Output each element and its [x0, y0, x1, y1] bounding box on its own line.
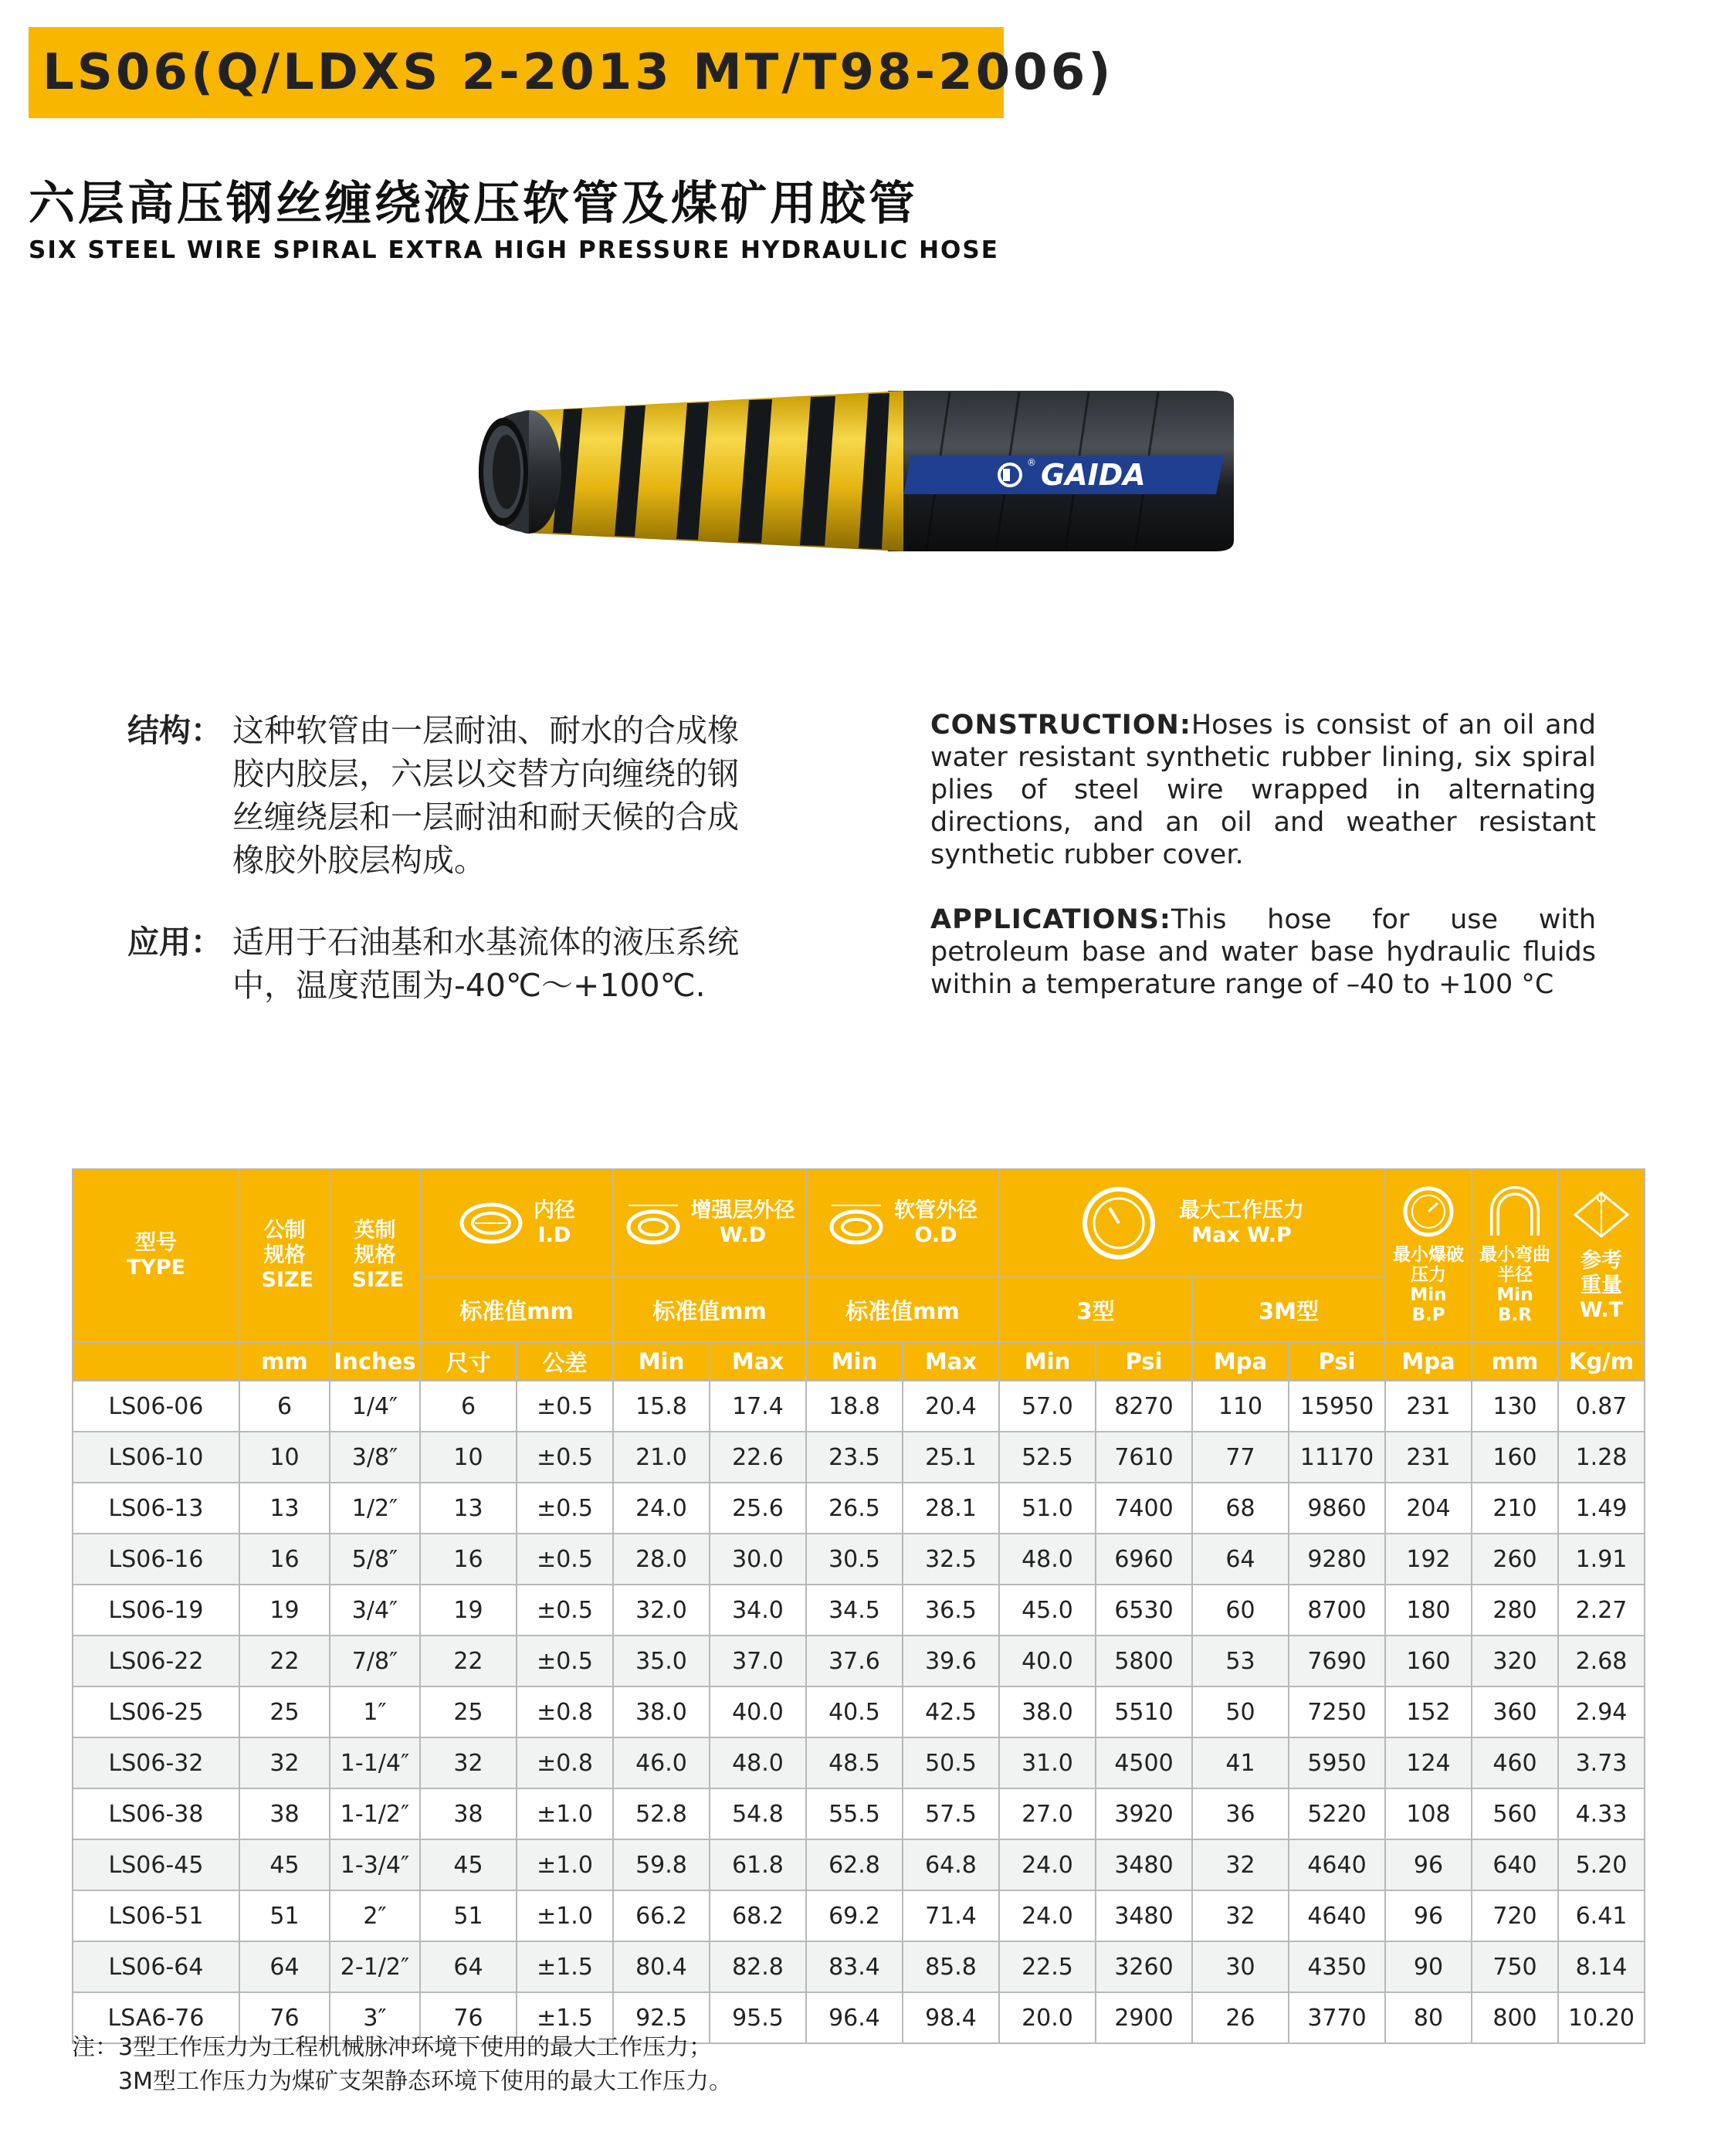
table-cell: 40.5: [806, 1686, 903, 1737]
table-cell: ±0.8: [517, 1737, 613, 1788]
table-cell: 38.0: [613, 1686, 710, 1737]
table-cell: LS06-25: [73, 1686, 239, 1737]
table-cell: 3260: [1096, 1941, 1192, 1992]
table-cell: 5220: [1289, 1788, 1385, 1839]
table-cell: 32: [420, 1737, 517, 1788]
table-cell: 1/2″: [330, 1483, 420, 1534]
application-cn-label: 应用：: [127, 924, 222, 961]
header-imperial-size: 英制规格 SIZE: [330, 1169, 420, 1342]
table-cell: 51: [239, 1890, 330, 1941]
table-cell: 231: [1385, 1381, 1472, 1432]
application-cn-line: 适用于石油基和水基流体的液压系统: [232, 924, 739, 961]
table-cell: 38: [420, 1788, 517, 1839]
table-cell: ±1.0: [517, 1890, 613, 1941]
table-cell: 640: [1472, 1839, 1558, 1890]
table-cell: 3920: [1096, 1788, 1192, 1839]
table-cell: 36.5: [903, 1585, 999, 1636]
application-cn: [127, 920, 807, 1007]
table-cell: 32: [1192, 1890, 1289, 1941]
table-cell: 231: [1385, 1432, 1472, 1483]
construction-en-text: Hoses is consist of an oil and water resistant synthetic rubber lining, six spiral plies of steel wire wrapped in alternating directions, and an oil and weather resistant synthetic rubber cover.: [930, 710, 1596, 870]
table-cell: 20.0: [999, 1992, 1096, 2043]
table-cell: 32.5: [903, 1534, 999, 1585]
table-cell: LS06-32: [73, 1737, 239, 1788]
table-cell: 2″: [330, 1890, 420, 1941]
table-cell: 4640: [1289, 1839, 1385, 1890]
table-row: [73, 1839, 1645, 1890]
table-cell: 85.8: [903, 1941, 999, 1992]
table-cell: 32: [1192, 1839, 1289, 1890]
table-cell: 7400: [1096, 1483, 1192, 1534]
table-cell: 19: [420, 1585, 517, 1636]
table-cell: 62.8: [806, 1839, 903, 1890]
table-cell: 50: [1192, 1686, 1289, 1737]
table-cell: 5510: [1096, 1686, 1192, 1737]
application-en: [930, 903, 1596, 1001]
table-row: [73, 1432, 1645, 1483]
table-cell: ±0.5: [517, 1585, 613, 1636]
header-bp: 最小爆破压力 Min B.P: [1385, 1169, 1472, 1342]
table-row: [73, 1483, 1645, 1534]
table-cell: 6: [420, 1381, 517, 1432]
table-cell: 38: [239, 1788, 330, 1839]
table-cell: 90: [1385, 1941, 1472, 1992]
table-cell: 15950: [1289, 1381, 1385, 1432]
table-cell: 280: [1472, 1585, 1558, 1636]
table-cell: 24.0: [999, 1890, 1096, 1941]
table-cell: 28.0: [613, 1534, 710, 1585]
table-cell: 2900: [1096, 1992, 1192, 2043]
table-cell: 2.27: [1558, 1585, 1645, 1636]
model-code: LS06(Q/LDXS 2-2013 MT/T98-2006): [42, 44, 1114, 101]
table-cell: 45: [239, 1839, 330, 1890]
table-row: [73, 1585, 1645, 1636]
table-cell: 10.20: [1558, 1992, 1645, 2043]
table-cell: 60: [1192, 1585, 1289, 1636]
table-cell: 11170: [1289, 1432, 1385, 1483]
table-cell: 10: [420, 1432, 517, 1483]
header-type: 型号 TYPE: [73, 1169, 239, 1342]
unit-cell: Psi: [1096, 1342, 1192, 1381]
header-od-std: 标准值mm: [806, 1277, 999, 1342]
table-cell: 30.5: [806, 1534, 903, 1585]
table-cell: LS06-64: [73, 1941, 239, 1992]
table-cell: LS06-22: [73, 1636, 239, 1686]
pressure-gauge-icon: [1080, 1185, 1157, 1262]
table-cell: 48.5: [806, 1737, 903, 1788]
ring-icon: [458, 1198, 524, 1249]
table-cell: 76: [420, 1992, 517, 2043]
ring-icon: [828, 1198, 885, 1249]
page-title-cn: 六层高压钢丝缠绕液压软管及煤矿用胶管: [29, 177, 918, 231]
table-cell: 720: [1472, 1890, 1558, 1941]
unit-cell: Max: [710, 1342, 806, 1381]
table-cell: 24.0: [613, 1483, 710, 1534]
unit-cell: mm: [1472, 1342, 1558, 1381]
table-cell: 42.5: [903, 1686, 999, 1737]
table-cell: 30: [1192, 1941, 1289, 1992]
table-cell: ±0.5: [517, 1381, 613, 1432]
construction-cn: [127, 709, 807, 882]
table-cell: 6.41: [1558, 1890, 1645, 1941]
unit-cell: Min: [613, 1342, 710, 1381]
table-cell: 3.73: [1558, 1737, 1645, 1788]
table-cell: 9860: [1289, 1483, 1385, 1534]
table-cell: 2.68: [1558, 1636, 1645, 1686]
table-cell: 68: [1192, 1483, 1289, 1534]
table-cell: LS06-13: [73, 1483, 239, 1534]
table-cell: 160: [1472, 1432, 1558, 1483]
table-cell: 4500: [1096, 1737, 1192, 1788]
table-cell: 96: [1385, 1890, 1472, 1941]
table-cell: 77: [1192, 1432, 1289, 1483]
table-cell: 22: [239, 1636, 330, 1686]
table-cell: 1/4″: [330, 1381, 420, 1432]
table-cell: 22: [420, 1636, 517, 1686]
table-cell: 360: [1472, 1686, 1558, 1737]
header-br: 最小弯曲半径 Min B.R: [1472, 1169, 1558, 1342]
table-cell: LS06-51: [73, 1890, 239, 1941]
table-cell: LS06-19: [73, 1585, 239, 1636]
table-cell: 108: [1385, 1788, 1472, 1839]
header-id: 内径 I.D: [420, 1169, 613, 1277]
unit-cell: 尺寸: [420, 1342, 517, 1381]
header-metric-size: 公制规格 SIZE: [239, 1169, 330, 1342]
table-row: [73, 1686, 1645, 1737]
table-cell: 51.0: [999, 1483, 1096, 1534]
table-cell: 8270: [1096, 1381, 1192, 1432]
table-cell: 92.5: [613, 1992, 710, 2043]
table-row: [73, 1737, 1645, 1788]
table-cell: 51: [420, 1890, 517, 1941]
table-cell: 152: [1385, 1686, 1472, 1737]
unit-cell: Min: [806, 1342, 903, 1381]
table-row: [73, 1890, 1645, 1941]
table-cell: 32: [239, 1737, 330, 1788]
table-cell: 25: [420, 1686, 517, 1737]
table-cell: 1″: [330, 1686, 420, 1737]
table-cell: 7250: [1289, 1686, 1385, 1737]
unit-cell-blank: [73, 1342, 239, 1381]
table-cell: 80.4: [613, 1941, 710, 1992]
header-wp: 最大工作压力 Max W.P: [999, 1169, 1385, 1277]
unit-cell: Inches: [330, 1342, 420, 1381]
construction-cn-line: 丝缠绕层和一层耐油和耐天候的合成: [232, 798, 739, 836]
table-cell: 124: [1385, 1737, 1472, 1788]
table-cell: 7/8″: [330, 1636, 420, 1686]
table-cell: 460: [1472, 1737, 1558, 1788]
table-cell: 76: [239, 1992, 330, 2043]
table-row: [73, 1636, 1645, 1686]
table-cell: 50.5: [903, 1737, 999, 1788]
table-cell: 7690: [1289, 1636, 1385, 1686]
table-cell: 1.28: [1558, 1432, 1645, 1483]
unit-cell: 公差: [517, 1342, 613, 1381]
table-cell: 22.6: [710, 1432, 806, 1483]
table-cell: 3/4″: [330, 1585, 420, 1636]
table-cell: 3770: [1289, 1992, 1385, 2043]
table-cell: LS06-06: [73, 1381, 239, 1432]
table-cell: 64: [420, 1941, 517, 1992]
table-cell: 5950: [1289, 1737, 1385, 1788]
table-cell: 1-1/4″: [330, 1737, 420, 1788]
header-type3m: 3M型: [1192, 1277, 1385, 1342]
table-row: [73, 1534, 1645, 1585]
table-cell: 98.4: [903, 1992, 999, 2043]
table-cell: 4350: [1289, 1941, 1385, 1992]
table-cell: 13: [420, 1483, 517, 1534]
table-cell: 1.49: [1558, 1483, 1645, 1534]
table-cell: 1-1/2″: [330, 1788, 420, 1839]
table-cell: 61.8: [710, 1839, 806, 1890]
table-cell: 25: [239, 1686, 330, 1737]
weight-icon: [1570, 1188, 1632, 1242]
table-cell: 0.87: [1558, 1381, 1645, 1432]
table-cell: 210: [1472, 1483, 1558, 1534]
construction-en-label: CONSTRUCTION:: [930, 710, 1191, 741]
table-cell: 64: [239, 1941, 330, 1992]
header-wt: 参考重量 W.T: [1558, 1169, 1645, 1342]
table-cell: 23.5: [806, 1432, 903, 1483]
table-cell: ±0.5: [517, 1483, 613, 1534]
header-wd: 增强层外径 W.D: [613, 1169, 806, 1277]
table-cell: 53: [1192, 1636, 1289, 1686]
spec-table: [72, 1168, 1645, 2044]
table-row: [73, 1941, 1645, 1992]
table-cell: 21.0: [613, 1432, 710, 1483]
bend-radius-icon: [1484, 1185, 1546, 1239]
construction-cn-line: 胶内胶层，六层以交替方向缠绕的钢: [232, 755, 739, 792]
table-cell: ±0.5: [517, 1636, 613, 1686]
table-cell: LSA6-76: [73, 1992, 239, 2043]
application-cn-line: 中，温度范围为-40℃～+100℃.: [232, 967, 706, 1004]
ring-icon: [625, 1198, 682, 1249]
table-cell: 27.0: [999, 1788, 1096, 1839]
svg-text:GAIDA: GAIDA: [1041, 458, 1146, 492]
header-od: 软管外径 O.D: [806, 1169, 999, 1277]
table-cell: 26.5: [806, 1483, 903, 1534]
table-row: [73, 1381, 1645, 1432]
unit-cell: Min: [999, 1342, 1096, 1381]
construction-cn-line: 橡胶外胶层构成。: [232, 842, 486, 879]
table-cell: 52.5: [999, 1432, 1096, 1483]
table-cell: 69.2: [806, 1890, 903, 1941]
table-cell: 160: [1385, 1636, 1472, 1686]
table-row: [73, 1788, 1645, 1839]
table-cell: 82.8: [710, 1941, 806, 1992]
unit-cell: Kg/m: [1558, 1342, 1645, 1381]
table-cell: ±1.0: [517, 1788, 613, 1839]
table-cell: ±1.5: [517, 1992, 613, 2043]
table-cell: 48.0: [710, 1737, 806, 1788]
table-cell: 16: [239, 1534, 330, 1585]
table-cell: 96.4: [806, 1992, 903, 2043]
table-cell: LS06-45: [73, 1839, 239, 1890]
table-cell: 19: [239, 1585, 330, 1636]
unit-cell: Mpa: [1385, 1342, 1472, 1381]
table-cell: 3480: [1096, 1890, 1192, 1941]
table-cell: 8700: [1289, 1585, 1385, 1636]
table-cell: 48.0: [999, 1534, 1096, 1585]
table-cell: 9280: [1289, 1534, 1385, 1585]
table-cell: 34.5: [806, 1585, 903, 1636]
table-cell: 54.8: [710, 1788, 806, 1839]
table-cell: 52.8: [613, 1788, 710, 1839]
table-cell: ±0.8: [517, 1686, 613, 1737]
footnote-1: 注：3型工作压力为工程机械脉冲环境下使用的最大工作压力；: [72, 2034, 713, 2061]
table-cell: 31.0: [999, 1737, 1096, 1788]
table-cell: 192: [1385, 1534, 1472, 1585]
table-cell: 96: [1385, 1839, 1472, 1890]
page-title-en: SIX STEEL WIRE SPIRAL EXTRA HIGH PRESSURE HYDRAULIC HOSE: [29, 236, 999, 264]
table-cell: 22.5: [999, 1941, 1096, 1992]
table-cell: 28.1: [903, 1483, 999, 1534]
table-cell: 5.20: [1558, 1839, 1645, 1890]
application-en-text: This hose for use with petroleum base and water base hydraulic fluids within a temperature range of –40 to +100 °C: [930, 904, 1596, 1000]
table-cell: 4640: [1289, 1890, 1385, 1941]
table-cell: 45: [420, 1839, 517, 1890]
table-cell: 55.5: [806, 1788, 903, 1839]
table-cell: 38.0: [999, 1686, 1096, 1737]
table-cell: 2.94: [1558, 1686, 1645, 1737]
table-cell: 180: [1385, 1585, 1472, 1636]
table-cell: 20.4: [903, 1381, 999, 1432]
unit-cell: Psi: [1289, 1342, 1385, 1381]
table-cell: 260: [1472, 1534, 1558, 1585]
hose-product-image: [456, 378, 1243, 564]
table-cell: 3480: [1096, 1839, 1192, 1890]
table-cell: 66.2: [613, 1890, 710, 1941]
table-cell: 7610: [1096, 1432, 1192, 1483]
table-cell: 57.5: [903, 1788, 999, 1839]
table-cell: 41: [1192, 1737, 1289, 1788]
table-cell: 13: [239, 1483, 330, 1534]
table-cell: 32.0: [613, 1585, 710, 1636]
table-cell: 25.1: [903, 1432, 999, 1483]
table-cell: 3″: [330, 1992, 420, 2043]
table-cell: 3/8″: [330, 1432, 420, 1483]
construction-cn-line: 这种软管由一层耐油、耐水的合成橡: [232, 712, 739, 749]
table-cell: 5/8″: [330, 1534, 420, 1585]
table-cell: 1.91: [1558, 1534, 1645, 1585]
table-cell: 59.8: [613, 1839, 710, 1890]
table-cell: 4.33: [1558, 1788, 1645, 1839]
table-cell: 10: [239, 1432, 330, 1483]
construction-en: [930, 709, 1596, 871]
table-cell: 35.0: [613, 1636, 710, 1686]
table-cell: 18.8: [806, 1381, 903, 1432]
table-cell: 750: [1472, 1941, 1558, 1992]
header-id-std: 标准值mm: [420, 1277, 613, 1342]
table-cell: 2-1/2″: [330, 1941, 420, 1992]
table-cell: 37.0: [710, 1636, 806, 1686]
table-cell: 36: [1192, 1788, 1289, 1839]
table-cell: 320: [1472, 1636, 1558, 1686]
header-wd-std: 标准值mm: [613, 1277, 806, 1342]
table-cell: 46.0: [613, 1737, 710, 1788]
table-cell: 5800: [1096, 1636, 1192, 1686]
construction-cn-label: 结构：: [127, 712, 222, 749]
table-cell: 34.0: [710, 1585, 806, 1636]
table-cell: LS06-16: [73, 1534, 239, 1585]
svg-text:®: ®: [1027, 457, 1036, 468]
table-cell: ±0.5: [517, 1432, 613, 1483]
table-cell: ±1.5: [517, 1941, 613, 1992]
burst-gauge-icon: [1398, 1185, 1459, 1239]
table-cell: 17.4: [710, 1381, 806, 1432]
table-cell: LS06-10: [73, 1432, 239, 1483]
table-cell: 25.6: [710, 1483, 806, 1534]
table-cell: 39.6: [903, 1636, 999, 1686]
table-cell: 64.8: [903, 1839, 999, 1890]
table-cell: 37.6: [806, 1636, 903, 1686]
table-cell: 130: [1472, 1381, 1558, 1432]
table-cell: 30.0: [710, 1534, 806, 1585]
table-cell: 6960: [1096, 1534, 1192, 1585]
table-cell: ±1.0: [517, 1839, 613, 1890]
unit-cell: mm: [239, 1342, 330, 1381]
table-cell: 800: [1472, 1992, 1558, 2043]
unit-cell: Mpa: [1192, 1342, 1289, 1381]
table-cell: 95.5: [710, 1992, 806, 2043]
table-cell: 24.0: [999, 1839, 1096, 1890]
table-cell: 71.4: [903, 1890, 999, 1941]
table-cell: 110: [1192, 1381, 1289, 1432]
unit-cell: Max: [903, 1342, 999, 1381]
table-cell: 64: [1192, 1534, 1289, 1585]
table-cell: 1-3/4″: [330, 1839, 420, 1890]
table-cell: 560: [1472, 1788, 1558, 1839]
table-cell: 6530: [1096, 1585, 1192, 1636]
table-cell: 204: [1385, 1483, 1472, 1534]
table-cell: 45.0: [999, 1585, 1096, 1636]
table-cell: 68.2: [710, 1890, 806, 1941]
table-cell: 8.14: [1558, 1941, 1645, 1992]
table-cell: 16: [420, 1534, 517, 1585]
table-cell: 40.0: [710, 1686, 806, 1737]
table-cell: 40.0: [999, 1636, 1096, 1686]
table-cell: LS06-38: [73, 1788, 239, 1839]
table-cell: 15.8: [613, 1381, 710, 1432]
table-cell: 57.0: [999, 1381, 1096, 1432]
footnote-2: 3M型工作压力为煤矿支架静态环境下使用的最大工作压力。: [118, 2068, 732, 2095]
table-cell: ±0.5: [517, 1534, 613, 1585]
table-cell: 80: [1385, 1992, 1472, 2043]
application-en-label: APPLICATIONS:: [930, 904, 1171, 935]
table-cell: 6: [239, 1381, 330, 1432]
table-cell: 26: [1192, 1992, 1289, 2043]
table-cell: 83.4: [806, 1941, 903, 1992]
header-type3: 3型: [999, 1277, 1192, 1342]
